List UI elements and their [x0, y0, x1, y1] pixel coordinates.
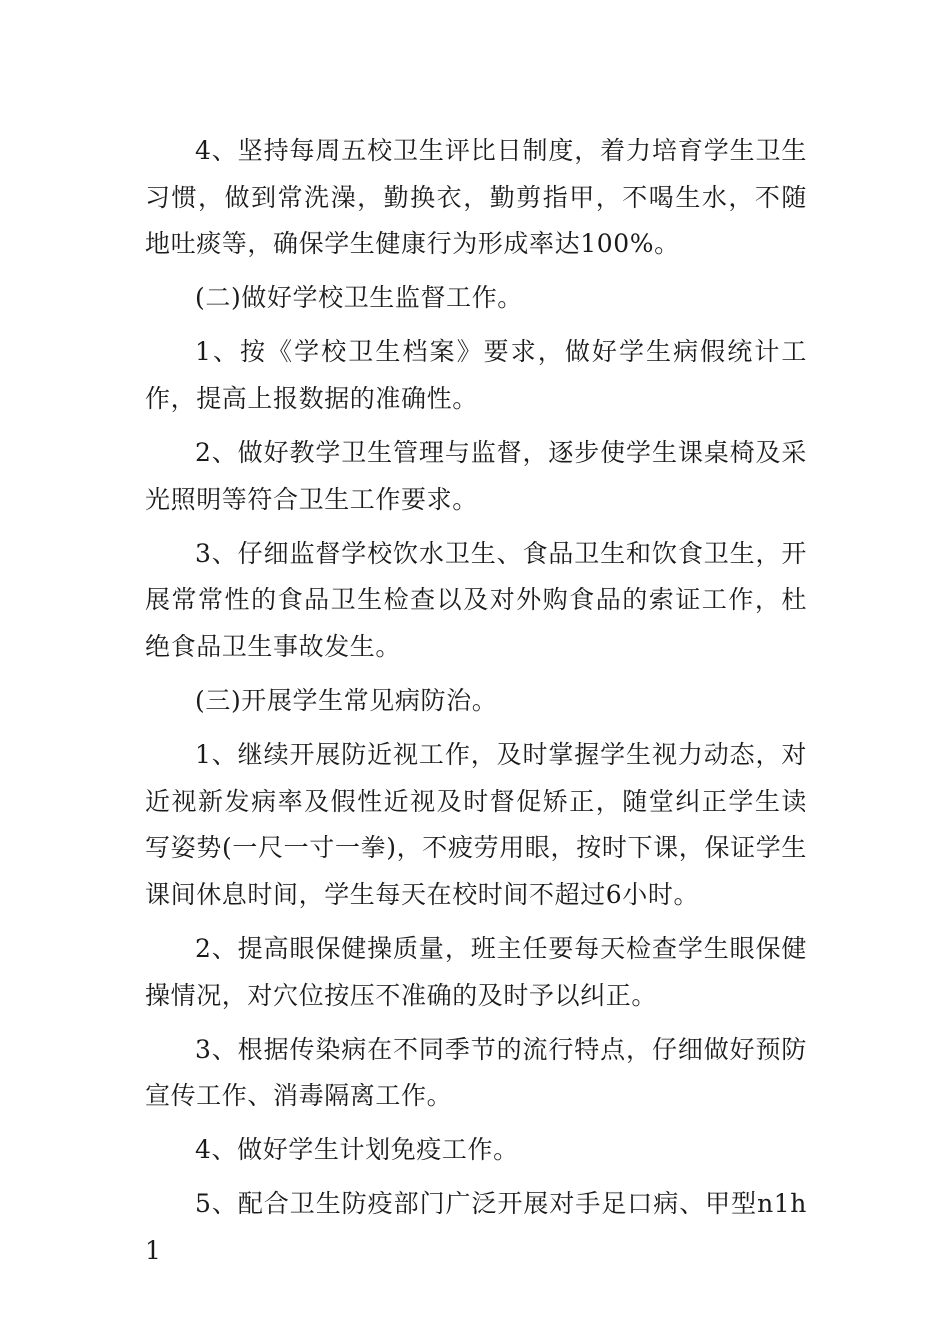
- paragraph-item-1-myopia-prevention: 1、继续开展防近视工作，及时掌握学生视力动态，对近视新发病率及假性近视及时督促矫正，随堂纠正学生读写姿势(一尺一寸一拳)，不疲劳用眼，按时下课，保证学生课间休息时间，学生每天在校时间不超过6小时。: [145, 740, 807, 909]
- paragraph-item-4-hygiene-habits: 4、坚持每周五校卫生评比日制度，着力培育学生卫生习惯，做到常洗澡，勤换衣，勤剪指甲，不喝生水，不随地吐痰等，确保学生健康行为形成率达100%。: [145, 136, 807, 259]
- paragraph-item-3-infectious-disease: 3、根据传染病在不同季节的流行特点，仔细做好预防宣传工作、消毒隔离工作。: [145, 1034, 807, 1111]
- paragraph-item-3-food-water-hygiene: 3、仔细监督学校饮水卫生、食品卫生和饮食卫生，开展常常性的食品卫生检查以及对外购食品的索证工作，杜绝食品卫生事故发生。: [145, 538, 807, 661]
- document-body: [145, 128, 807, 1282]
- paragraph-item-1-sick-leave-statistics: 1、按《学校卫生档案》要求，做好学生病假统计工作，提高上报数据的准确性。: [145, 337, 807, 413]
- section-heading-common-diseases: (三)开展学生常见病防治。: [195, 686, 498, 716]
- section-heading-hygiene-supervision: (二)做好学校卫生监督工作。: [195, 283, 523, 313]
- paragraph-item-2-teaching-hygiene: 2、做好教学卫生管理与监督，逐步使学生课桌椅及采光照明等符合卫生工作要求。: [145, 438, 807, 514]
- paragraph-item-4-immunization: 4、做好学生计划免疫工作。: [195, 1135, 519, 1165]
- paragraph-item-2-eye-exercises: 2、提高眼保健操质量，班主任要每天检查学生眼保健操情况，对穴位按压不准确的及时予以纠正。: [145, 934, 807, 1010]
- paragraph-item-5-epidemic-cooperation: 5、配合卫生防疫部门广泛开展对手足口病、甲型n1h1: [145, 1189, 807, 1266]
